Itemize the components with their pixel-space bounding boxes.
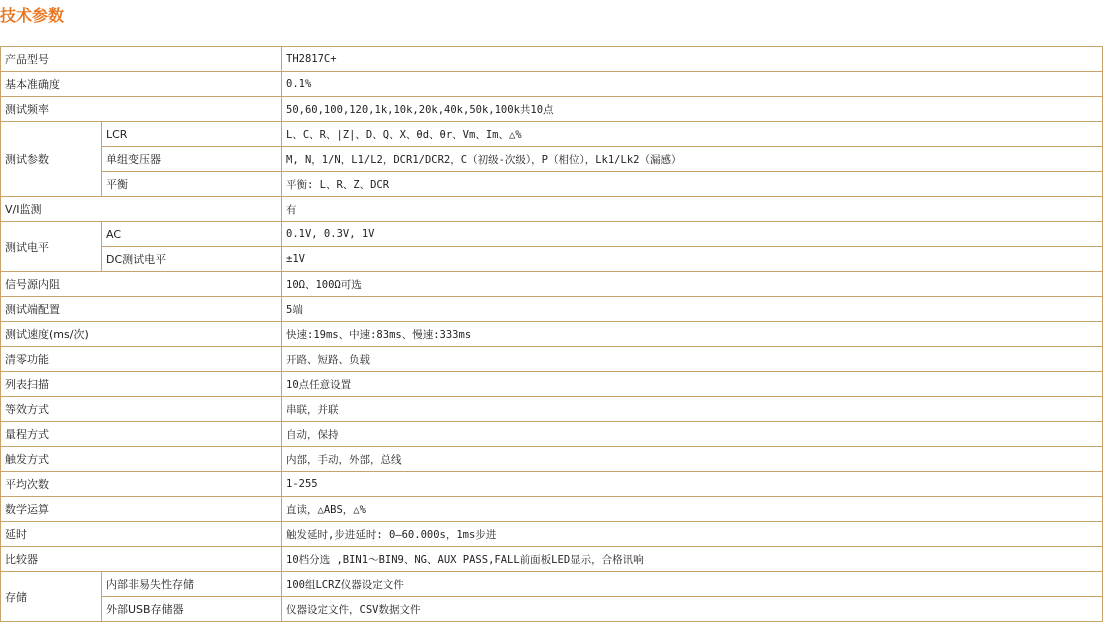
table-row bbox=[1, 447, 1103, 472]
table-row bbox=[1, 372, 1103, 397]
row-label: 量程方式 bbox=[1, 422, 282, 447]
row-value: 100组LCRZ仪器设定文件 bbox=[282, 572, 1103, 597]
sub-label: 单组变压器 bbox=[102, 147, 282, 172]
row-value: 10档分选 ,BIN1～BIN9、NG、AUX PASS,FALL前面板LED显示，合格讯响 bbox=[282, 547, 1103, 572]
sub-label: DC测试电平 bbox=[102, 247, 282, 272]
table-row bbox=[1, 522, 1103, 547]
row-value: 10Ω、100Ω可选 bbox=[282, 272, 1103, 297]
sub-label: LCR bbox=[102, 122, 282, 147]
row-value: 有 bbox=[282, 197, 1103, 222]
row-label: 测试速度(ms/次) bbox=[1, 322, 282, 347]
table-row bbox=[1, 572, 1103, 597]
row-label: 测试频率 bbox=[1, 97, 282, 122]
table-row bbox=[1, 322, 1103, 347]
row-value: 内部，手动，外部，总线 bbox=[282, 447, 1103, 472]
table-row bbox=[1, 547, 1103, 572]
row-label: 延时 bbox=[1, 522, 282, 547]
table-row bbox=[1, 422, 1103, 447]
row-label: 数学运算 bbox=[1, 497, 282, 522]
table-row bbox=[1, 347, 1103, 372]
row-value: ±1V bbox=[282, 247, 1103, 272]
row-value: 自动，保持 bbox=[282, 422, 1103, 447]
row-value: 直读，△ABS，△% bbox=[282, 497, 1103, 522]
row-label: 等效方式 bbox=[1, 397, 282, 422]
row-value: TH2817C+ bbox=[282, 47, 1103, 72]
group-label: 存储 bbox=[1, 572, 102, 622]
row-value: 0.1V, 0.3V, 1V bbox=[282, 222, 1103, 247]
row-value: L、C、R、|Z|、D、Q、X、θd、θr、Vm、Im、△% bbox=[282, 122, 1103, 147]
row-value: 0.1% bbox=[282, 72, 1103, 97]
row-value: 50,60,100,120,1k,10k,20k,40k,50k,100k共10点 bbox=[282, 97, 1103, 122]
row-value: 串联，并联 bbox=[282, 397, 1103, 422]
row-label: 比较器 bbox=[1, 547, 282, 572]
row-value: 1-255 bbox=[282, 472, 1103, 497]
table-row bbox=[1, 47, 1103, 72]
sub-label: 内部非易失性存储 bbox=[102, 572, 282, 597]
table-row bbox=[1, 97, 1103, 122]
table-row bbox=[1, 272, 1103, 297]
table-row bbox=[1, 72, 1103, 97]
table-row bbox=[1, 472, 1103, 497]
table-row bbox=[1, 172, 1103, 197]
table-row bbox=[1, 197, 1103, 222]
row-value: 5端 bbox=[282, 297, 1103, 322]
page-title: 技术参数 bbox=[0, 6, 65, 25]
table-row bbox=[1, 497, 1103, 522]
table-row bbox=[1, 147, 1103, 172]
table-row bbox=[1, 397, 1103, 422]
row-value: 触发延时,步进延时: 0—60.000s，1ms步进 bbox=[282, 522, 1103, 547]
row-value: 平衡: L、R、Z、DCR bbox=[282, 172, 1103, 197]
row-label: 测试端配置 bbox=[1, 297, 282, 322]
sub-label: 平衡 bbox=[102, 172, 282, 197]
row-value: 开路、短路、负载 bbox=[282, 347, 1103, 372]
row-label: 列表扫描 bbox=[1, 372, 282, 397]
table-row bbox=[1, 297, 1103, 322]
row-label: 触发方式 bbox=[1, 447, 282, 472]
spec-table bbox=[0, 46, 1103, 622]
table-row bbox=[1, 122, 1103, 147]
row-label: 平均次数 bbox=[1, 472, 282, 497]
row-label: V/I监测 bbox=[1, 197, 282, 222]
row-value: 快速:19ms、中速:83ms、慢速:333ms bbox=[282, 322, 1103, 347]
table-row bbox=[1, 597, 1103, 622]
row-label: 产品型号 bbox=[1, 47, 282, 72]
row-value: 仪器设定文件，CSV数据文件 bbox=[282, 597, 1103, 622]
table-row bbox=[1, 222, 1103, 247]
sub-label: 外部USB存储器 bbox=[102, 597, 282, 622]
sub-label: AC bbox=[102, 222, 282, 247]
row-label: 清零功能 bbox=[1, 347, 282, 372]
row-value: M, N，1/N，L1/L2，DCR1/DCR2，C（初级-次级），P（相位），Lk1/Lk2（漏感） bbox=[282, 147, 1103, 172]
row-value: 10点任意设置 bbox=[282, 372, 1103, 397]
table-row bbox=[1, 247, 1103, 272]
row-label: 信号源内阻 bbox=[1, 272, 282, 297]
row-label: 基本准确度 bbox=[1, 72, 282, 97]
group-label: 测试参数 bbox=[1, 122, 102, 197]
group-label: 测试电平 bbox=[1, 222, 102, 272]
